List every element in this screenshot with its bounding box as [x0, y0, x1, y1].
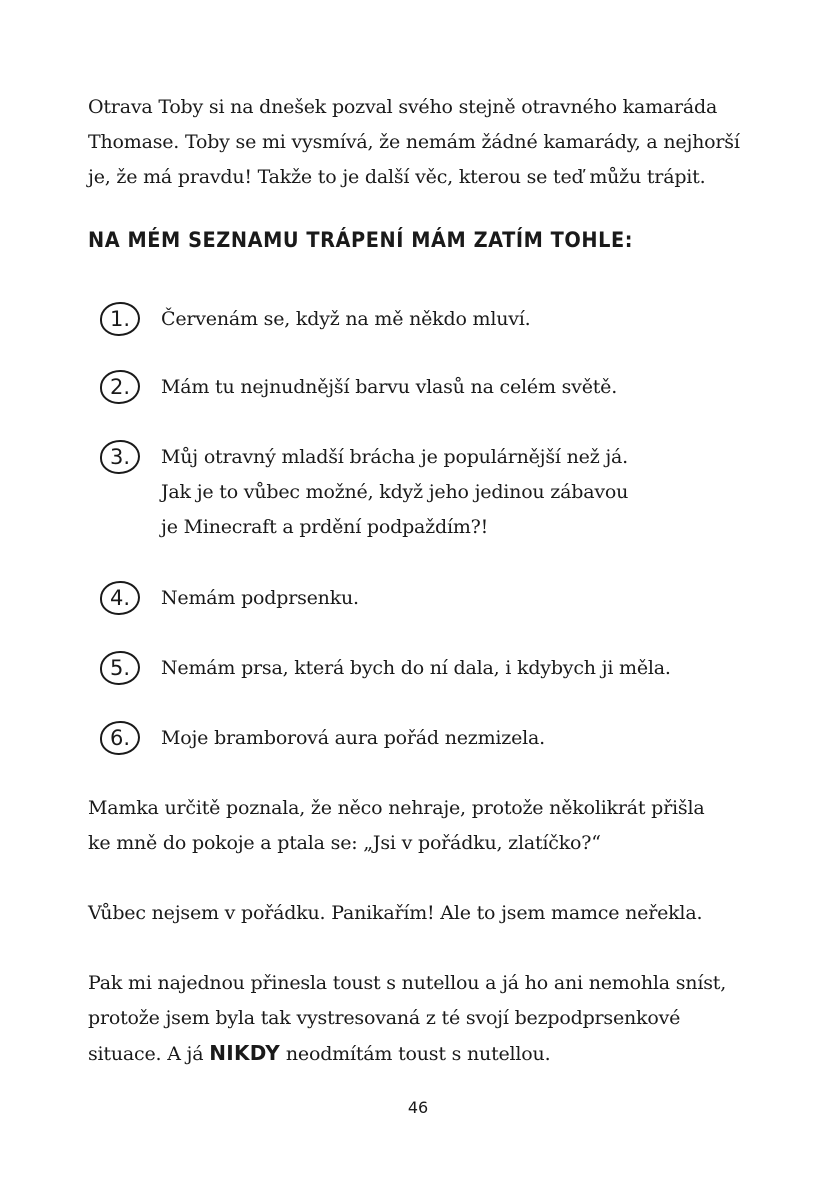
- number-badge: 6.: [100, 721, 140, 755]
- intro-line: je, že má pravdu! Takže to je další věc, kterou se teď můžu trápit.: [88, 166, 706, 188]
- mom-line: Mamka určitě poznala, že něco nehraje, protože několikrát přišla: [88, 797, 705, 819]
- intro-paragraph: [88, 90, 768, 195]
- toast-line-last: [88, 1036, 768, 1072]
- page-number: 46: [407, 1098, 429, 1117]
- intro-line: Thomase. Toby se mi vysmívá, že nemám žádné kamarády, a nejhorší: [88, 131, 740, 153]
- mom-line: ke mně do pokoje a ptala se: „Jsi v pořádku, zlatíčko?“: [88, 832, 601, 854]
- toast-line: Pak mi najednou přinesla toust s nutellou a já ho ani nemohla sníst,: [88, 972, 727, 994]
- toast-text-before: situace. A já: [88, 1043, 210, 1065]
- mom-paragraph: [88, 791, 768, 861]
- worry-text: [161, 581, 359, 616]
- panic-paragraph: [88, 896, 768, 931]
- worry-line: Jak je to vůbec možné, když jeho jedinou zábavou: [161, 481, 629, 503]
- worry-line: Moje bramborová aura pořád nezmizela.: [161, 727, 545, 749]
- worry-line: Nemám podprsenku.: [161, 587, 359, 609]
- worry-text: [161, 302, 531, 337]
- worry-line: je Minecraft a prdění podpaždím?!: [161, 516, 489, 538]
- emphasis-word: NIKDY: [209, 1041, 281, 1065]
- number-badge: 3.: [100, 440, 140, 474]
- number-badge: 1.: [100, 302, 140, 336]
- number-badge: 2.: [100, 370, 140, 404]
- worry-text: [161, 370, 617, 405]
- worry-list-heading: NA MÉM SEZNAMU TRÁPENÍ MÁM ZATÍM TOHLE:: [88, 228, 633, 252]
- number-badge: 5.: [100, 651, 140, 685]
- panic-line: Vůbec nejsem v pořádku. Panikařím! Ale to jsem mamce neřekla.: [88, 902, 703, 924]
- intro-line: Otrava Toby si na dnešek pozval svého stejně otravného kamaráda: [88, 96, 718, 118]
- worry-line: Můj otravný mladší brácha je populárnější než já.: [161, 446, 629, 468]
- worry-text: [161, 651, 671, 686]
- toast-line: protože jsem byla tak vystresovaná z té svojí bezpodprsenkové: [88, 1007, 681, 1029]
- number-badge: 4.: [100, 581, 140, 615]
- toast-text-after: neodmítám toust s nutellou.: [280, 1043, 551, 1065]
- toast-paragraph: [88, 966, 768, 1072]
- worry-text: [161, 721, 545, 756]
- worry-text: [161, 440, 628, 545]
- worry-line: Mám tu nejnudnější barvu vlasů na celém světě.: [161, 376, 618, 398]
- worry-line: Červenám se, když na mě někdo mluví.: [161, 308, 531, 330]
- worry-line: Nemám prsa, která bych do ní dala, i kdybych ji měla.: [161, 657, 671, 679]
